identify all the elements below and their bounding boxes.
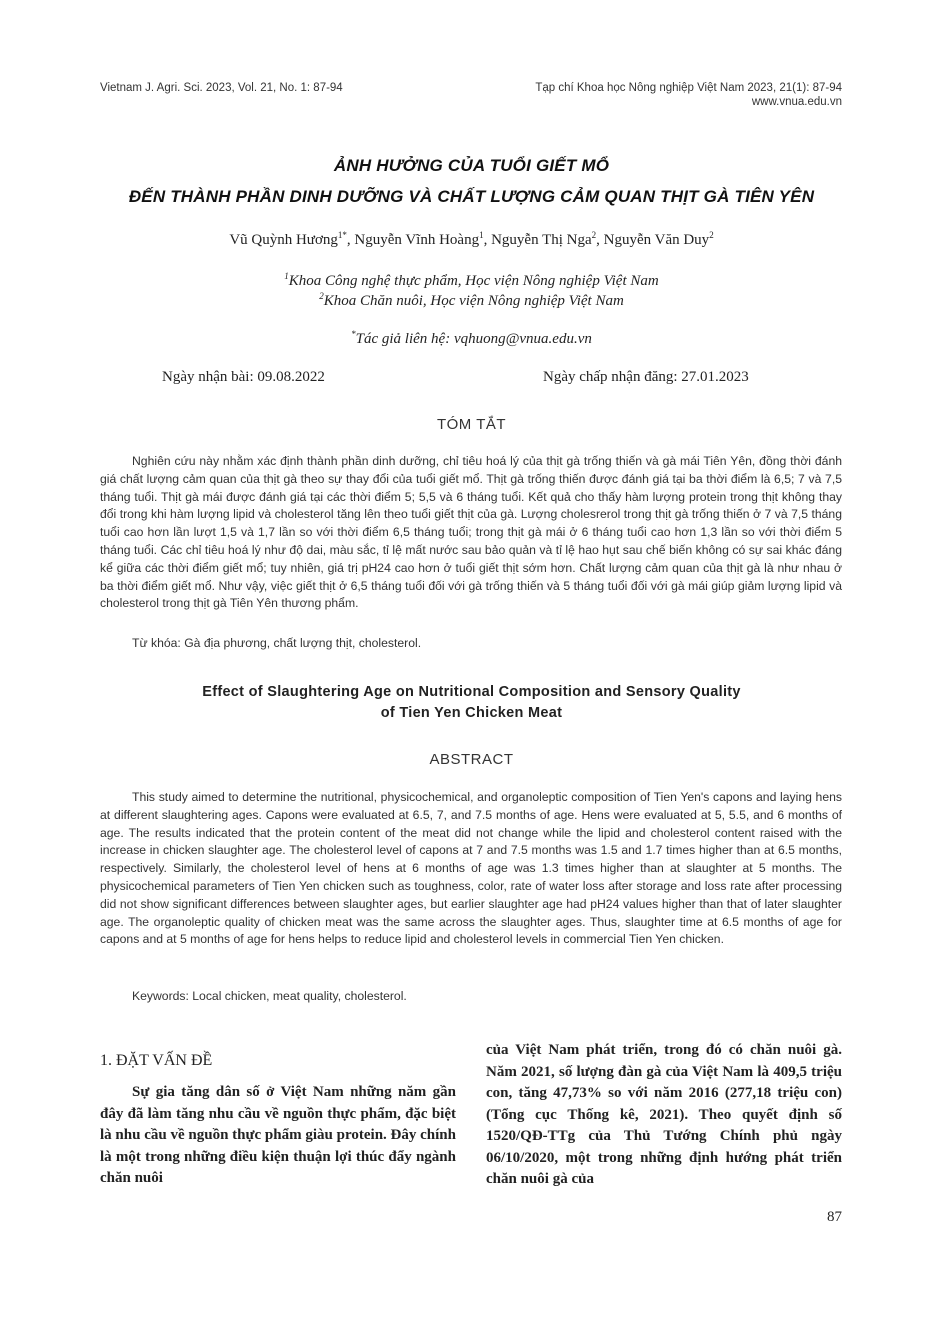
journal-website: www.vnua.edu.vn bbox=[751, 96, 842, 108]
affiliation-2: $^2$Khoa Chăn nuôi, Học viện Nông nghiệp Việt Nam bbox=[319, 291, 624, 309]
journal-citation-en: Vietnam J. Agri. Sci. 2023, Vol. 21, No. 1: 87-94 bbox=[100, 82, 343, 94]
paper-title-line2: ĐẾN THÀNH PHẦN DINH DƯỠNG VÀ CHẤT LƯỢNG CẢM QUAN THỊT GÀ TIÊN YÊN bbox=[128, 187, 815, 206]
accepted-date: Ngày chấp nhận đăng: 27.01.2023 bbox=[543, 369, 749, 385]
section-left-column: Sự gia tăng dân số ở Việt Nam những năm gần đây đã làm tăng nhu cầu về nguồn thực phẩm, đặc biệt là nhu cầu về nguồn thực phẩm giàu protein. Đây chính là một trong những điều kiện thuận lợi thúc đẩy ngành chăn nuôi bbox=[100, 1084, 456, 1186]
journal-citation-vn bbox=[535, 82, 842, 108]
journal-citation-vn-line1: Tạp chí Khoa học Nông nghiệp Việt Nam 2023, 21(1): 87-94 bbox=[535, 82, 842, 94]
author: Vũ Quỳnh Hương$^{1*}$, bbox=[229, 230, 355, 248]
author: Nguyễn Thị Nga$^2$, bbox=[491, 230, 604, 248]
author: Nguyễn Vĩnh Hoàng$^1$, bbox=[354, 230, 492, 248]
english-title-line2: of Tien Yen Chicken Meat bbox=[380, 705, 563, 721]
en-keywords: Keywords: Local chicken, meat quality, cholesterol. bbox=[132, 989, 407, 1003]
vn-keywords: Từ khóa: Gà địa phương, chất lượng thịt, cholesterol. bbox=[132, 636, 422, 650]
affiliation-1: $^1$Khoa Công nghệ thực phẩm, Học viện Nông nghiệp Việt Nam bbox=[284, 271, 659, 289]
en-abstract-body: This study aimed to determine the nutritional, physicochemical, and organoleptic composition of Tien Yen's capons and laying hens at different slaughtering ages. Capons were evaluated at 6.5, 7, and 7.5 months of age. Hens were evaluated at 5, 5.5, and 6 months of age. The results indicated that the protein content of the meat did not change while the lipid and cholesterol content raised with the increase in chicken slaughter age. The cholesterol level of capons at 7 and 7.5 months was 1.5 and 1.7 times higher than at 6.5 months, respectively. Similarly, the cholesterol level of hens at 6 months of age was 1.3 times higher than at slaughter at 5 months. The physicochemical parameters of Tien Yen chicken such as toughness, color, rate of water loss after storage and loss rate after processing did not show significant differences between slaughter ages, but earlier slaughter age had pH24 values higher than that of later slaughter age. The organoleptic quality of chicken meat was the same across the slaughter ages. Thus, slaughter time at 6.5 months of age for capons and at 5 months of age for hens helps to reduce lipid and cholesterol levels in commercial Tien Yen chicken. bbox=[100, 790, 842, 947]
author-list bbox=[0, 230, 943, 249]
received-date: Ngày nhận bài: 09.08.2022 bbox=[162, 369, 325, 385]
vn-abstract-body: Nghiên cứu này nhằm xác định thành phần dinh dưỡng, chỉ tiêu hoá lý của thịt gà trống thiến và gà mái Tiên Yên, đồng thời đánh giá chất lượng cảm quan của thịt gà theo sự thay đổi của tuổi giết mổ. Thịt gà trống thiến được đánh giá tại ba thời điểm là 6,5; 7 và 7,5 tháng tuổi. Thịt gà mái được đánh giá tại các thời điểm 5; 5,5 và 6 tháng tuổi. Kết quả cho thấy hàm lượng protein trong thịt không thay đổi trong khi hàm lượng lipid và cholesterol tăng lên theo tuổi giết thịt của gà. Lượng cholesrerol trong thịt gà trống thiến ở 7 và 7,5 tháng tuổi cao hơn lần lượt 1,5 và 1,7 lần so với thời điểm 6,5 tháng tuổi; trong thịt gà mái ở 6 tháng tuổi cao hơn 1,3 lần so với thời điểm 5 tháng tuổi. Các chỉ tiêu hoá lý như độ dai, màu sắc, tỉ lệ mất nước sau bảo quản và tỉ lệ hao hụt sau chế biến không có sự sai khác đáng kể giữa các thời điểm giết mổ; tuy nhiên, giá trị pH24 cao hơn ở tuổi giết thịt sớm hơn. Chất lượng cảm quan của thịt gà là như nhau ở ba thời điểm giết mổ. Như vậy, việc giết thịt ở 6,5 tháng tuổi đối với gà trống thiến và 5 tháng tuổi đối với gà mái giúp giảm lượng lipid và cholesterol trong thịt gà Tiên Yên thương phẩm. bbox=[100, 454, 842, 611]
section-right-column: của Việt Nam phát triển, trong đó có chăn nuôi gà. Năm 2021, số lượng đàn gà của Việt Nam là 409,5 triệu con, tăng 47,73% so với năm 2016 (277,18 triệu con) (Tổng cục Thống kê, 2021). Theo quyết định số 1520/QĐ-TTg của Thủ Tướng Chính phủ ngày 06/10/2020, một trong những định hướng phát triển chăn nuôi gà của bbox=[486, 1042, 842, 1187]
section-heading: 1. ĐẶT VẤN ĐỀ bbox=[100, 1052, 213, 1069]
paper-title-line1: ẢNH HƯỞNG CỦA TUỔI GIẾT MỔ bbox=[333, 156, 610, 175]
en-abstract-heading: ABSTRACT bbox=[429, 751, 514, 768]
page-number: 87 bbox=[827, 1209, 842, 1225]
author: Nguyễn Văn Duy$^2$ bbox=[603, 230, 714, 248]
english-title-line1: Effect of Slaughtering Age on Nutritional Composition and Sensory Quality bbox=[202, 684, 741, 700]
corresponding-author: *Tác giả liên hệ: vqhuong@vnua.edu.vn bbox=[351, 329, 592, 347]
vn-abstract-heading: TÓM TẮT bbox=[436, 416, 507, 433]
